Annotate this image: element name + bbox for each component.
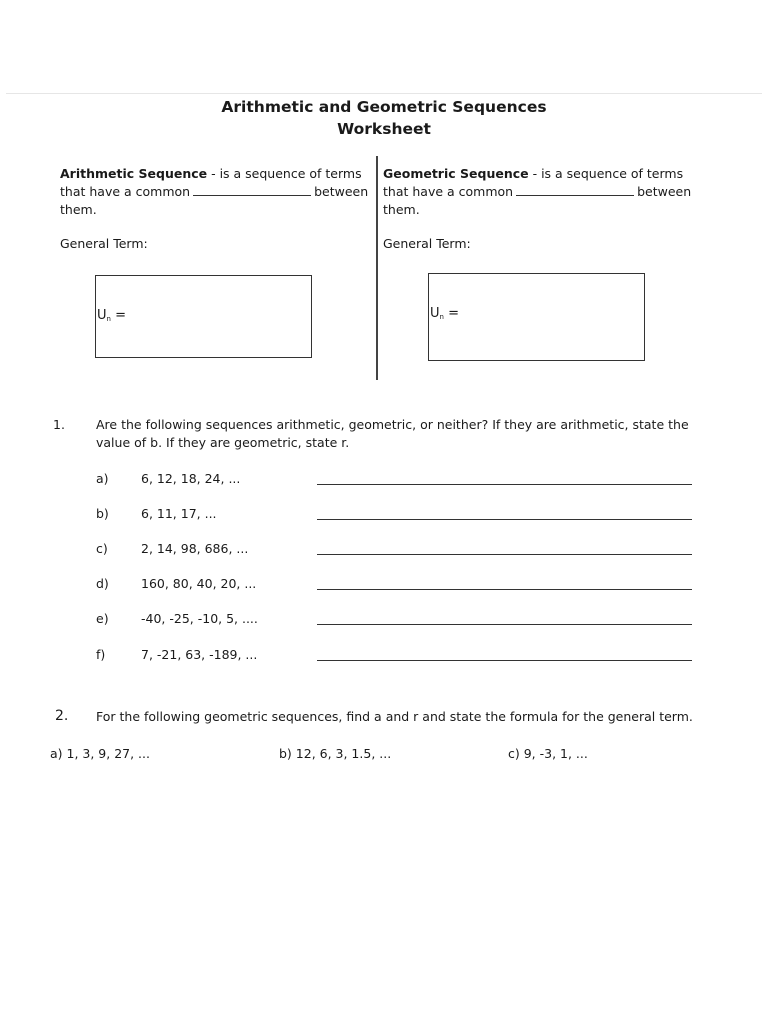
arithmetic-definition [60,165,375,219]
question-1-line2: value of b. If they are geometric, state r. [96,435,350,450]
item-label: d) [96,576,109,591]
question-2-part: c) 9, -3, 1, ... [508,746,588,761]
item-label: e) [96,611,109,626]
arithmetic-def-text: - is a sequence of terms [207,166,362,181]
arithmetic-def-line2: that have a common [60,184,191,199]
geometric-blank[interactable] [516,183,634,196]
arithmetic-def-line3: them. [60,202,97,217]
geometric-term: Geometric Sequence [383,166,529,181]
worksheet-subtitle: Worksheet [337,120,431,138]
question-1-item [0,470,768,488]
item-label: b) [96,506,109,521]
question-2-part: b) 12, 6, 3, 1.5, ... [279,746,392,761]
answer-line[interactable] [317,519,692,520]
top-divider [6,93,762,94]
answer-line[interactable] [317,484,692,485]
arithmetic-general-term-label: General Term: [60,236,148,251]
answer-line[interactable] [317,624,692,625]
question-2-number: 2. [55,708,69,724]
question-1-item [0,505,768,523]
geometric-def-text: - is a sequence of terms [528,166,684,181]
item-label: f) [96,647,106,662]
arithmetic-blank[interactable] [193,183,311,196]
question-1-item [0,575,768,593]
geometric-formula: $U_n$ = [430,306,459,321]
geometric-def-line2: that have a common [383,184,514,199]
item-sequence: 2, 14, 98, 686, ... [141,541,249,556]
item-sequence: -40, -25, -10, 5, .... [141,611,258,626]
geometric-def-between: between [637,184,692,199]
geometric-definition [383,165,698,219]
geometric-formula-box[interactable] [428,273,645,361]
column-divider [376,156,378,380]
item-sequence: 7, -21, 63, -189, ... [141,647,258,662]
worksheet-title: Arithmetic and Geometric Sequences [221,98,547,116]
question-1-item [0,646,768,664]
item-sequence: 6, 11, 17, ... [141,506,217,521]
arithmetic-formula-box[interactable] [95,275,312,358]
geometric-general-term-label: General Term: [383,236,471,251]
arithmetic-formula: $U_n$ = [97,308,126,323]
question-1-number: 1. [53,417,65,432]
item-sequence: 160, 80, 40, 20, ... [141,576,257,591]
arithmetic-def-between: between [314,184,369,199]
answer-line[interactable] [317,589,692,590]
question-2-part: a) 1, 3, 9, 27, ... [50,746,150,761]
item-label: c) [96,541,108,556]
answer-line[interactable] [317,660,692,661]
question-1-text [96,416,706,452]
item-label: a) [96,471,109,486]
arithmetic-term: Arithmetic Sequence [60,166,208,181]
geometric-def-line3: them. [383,202,420,217]
question-2-text: For the following geometric sequences, find a and r and state the formula for the general term. [96,709,693,724]
answer-line[interactable] [317,554,692,555]
question-1-item [0,610,768,628]
question-1-line1: Are the following sequences arithmetic, geometric, or neither? If they are arithmetic, state the [96,417,689,432]
question-1-item [0,540,768,558]
item-sequence: 6, 12, 18, 24, ... [141,471,241,486]
